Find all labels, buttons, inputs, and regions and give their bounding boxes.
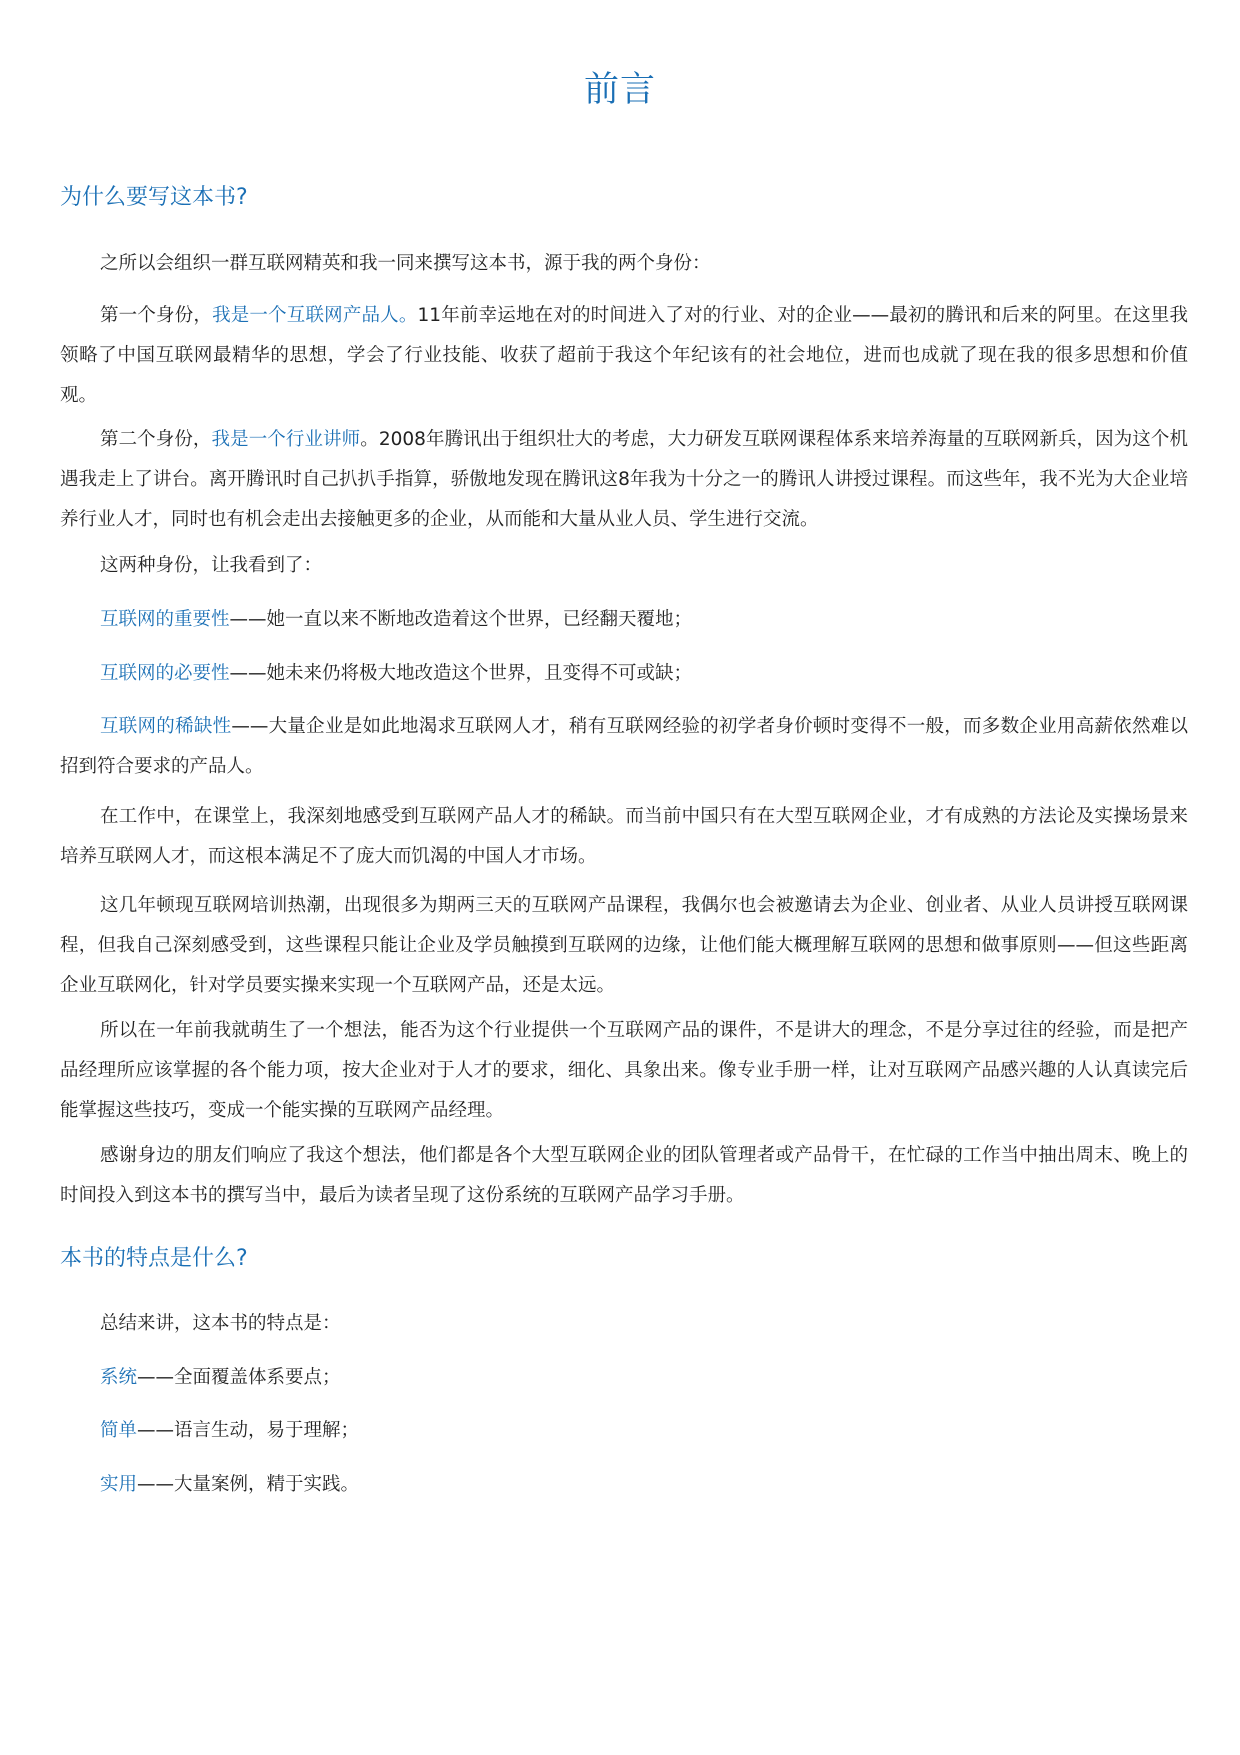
identity-2-text: 。2008年腾讯出于组织壮大的考虑，大力研发互联网课程体系来培养海量的互联网新兵，因为这个机遇我走上了讲台。离开腾讯时自己扒扒手指算，骄傲地发现在腾讯这8年我为十分之一的腾讯人讲授过课程。而这些年，我不光为大企业培养行业人才，同时也有机会走出去接触更多的企业，从而能和大量从业人员、学生进行交流。	[60, 429, 1188, 530]
point-text: ——她一直以来不断地改造着这个世界，已经翻天覆地；	[229, 609, 693, 630]
point-text: ——大量企业是如此地渴求互联网人才，稍有互联网经验的初学者身价顿时变得不一般，而多数企业用高薪依然难以招到符合要求的产品人。	[60, 716, 1188, 777]
section-heading-features: 本书的特点是什么?	[60, 1246, 248, 1271]
paragraph-idea: 所以在一年前我就萌生了一个想法，能否为这个行业提供一个互联网产品的课件，不是讲大的理念，不是分享过往的经验，而是把产品经理所应该掌握的各个能力项，按大企业对于人才的要求，细化、具象出来。像专业手册一样，让对互联网产品感兴趣的人认真读完后能掌握这些技巧，变成一个能实操的互联网产品经理。	[60, 1020, 1188, 1121]
feature-label: 系统	[100, 1367, 138, 1388]
feature-practical	[60, 1465, 1188, 1505]
feature-label: 简单	[100, 1420, 138, 1441]
page-title: 前言	[583, 70, 656, 110]
point-label: 互联网的重要性	[100, 609, 230, 630]
feature-label: 实用	[100, 1474, 138, 1495]
feature-system	[60, 1358, 1188, 1398]
paragraph-identity-1	[60, 296, 1188, 416]
paragraph-identity-2	[60, 420, 1188, 540]
point-necessity	[60, 654, 1188, 694]
point-label: 互联网的必要性	[100, 663, 230, 684]
feature-text: ——语言生动，易于理解；	[137, 1420, 360, 1441]
point-text: ——她未来仍将极大地改造这个世界，且变得不可或缺；	[229, 663, 693, 684]
feature-text: ——大量案例，精于实践。	[137, 1474, 360, 1495]
point-scarcity	[60, 707, 1188, 787]
identity-1-text: 11年前幸运地在对的时间进入了对的行业、对的企业——最初的腾讯和后来的阿里。在这里我领略了中国互联网最精华的思想，学会了行业技能、收获了超前于我这个年纪该有的社会地位，进而也成就了现在我的很多思想和价值观。	[60, 305, 1188, 406]
section-heading-why: 为什么要写这本书?	[60, 185, 248, 210]
paragraph-intro: 之所以会组织一群互联网精英和我一同来撰写这本书，源于我的两个身份：	[100, 253, 711, 274]
paragraph-features-intro: 总结来讲，这本书的特点是：	[100, 1313, 341, 1334]
point-label: 互联网的稀缺性	[100, 716, 232, 737]
paragraph-classroom: 在工作中，在课堂上，我深刻地感受到互联网产品人才的稀缺。而当前中国只有在大型互联网企业，才有成熟的方法论及实操场景来培养互联网人才，而这根本满足不了庞大而饥渴的中国人才市场。	[60, 806, 1188, 867]
paragraph-seen-intro: 这两种身份，让我看到了：	[100, 555, 323, 576]
feature-text: ——全面覆盖体系要点；	[137, 1367, 341, 1388]
identity-1-highlight: 我是一个互联网产品人。	[212, 305, 418, 326]
paragraph-thanks: 感谢身边的朋友们响应了我这个想法，他们都是各个大型互联网企业的团队管理者或产品骨干，在忙碌的工作当中抽出周末、晚上的时间投入到这本书的撰写当中，最后为读者呈现了这份系统的互联网产品学习手册。	[60, 1145, 1188, 1206]
feature-simple	[60, 1411, 1188, 1451]
point-importance	[60, 600, 1188, 640]
identity-2-highlight: 我是一个行业讲师	[211, 429, 361, 450]
identity-2-prefix: 第二个身份，	[100, 429, 212, 450]
identity-1-prefix: 第一个身份，	[100, 305, 213, 326]
paragraph-training: 这几年顿现互联网培训热潮，出现很多为期两三天的互联网产品课程，我偶尔也会被邀请去为企业、创业者、从业人员讲授互联网课程，但我自己深刻感受到，这些课程只能让企业及学员触摸到互联网的边缘，让他们能大概理解互联网的思想和做事原则——但这些距离企业互联网化，针对学员要实操来实现一个互联网产品，还是太远。	[60, 895, 1188, 996]
